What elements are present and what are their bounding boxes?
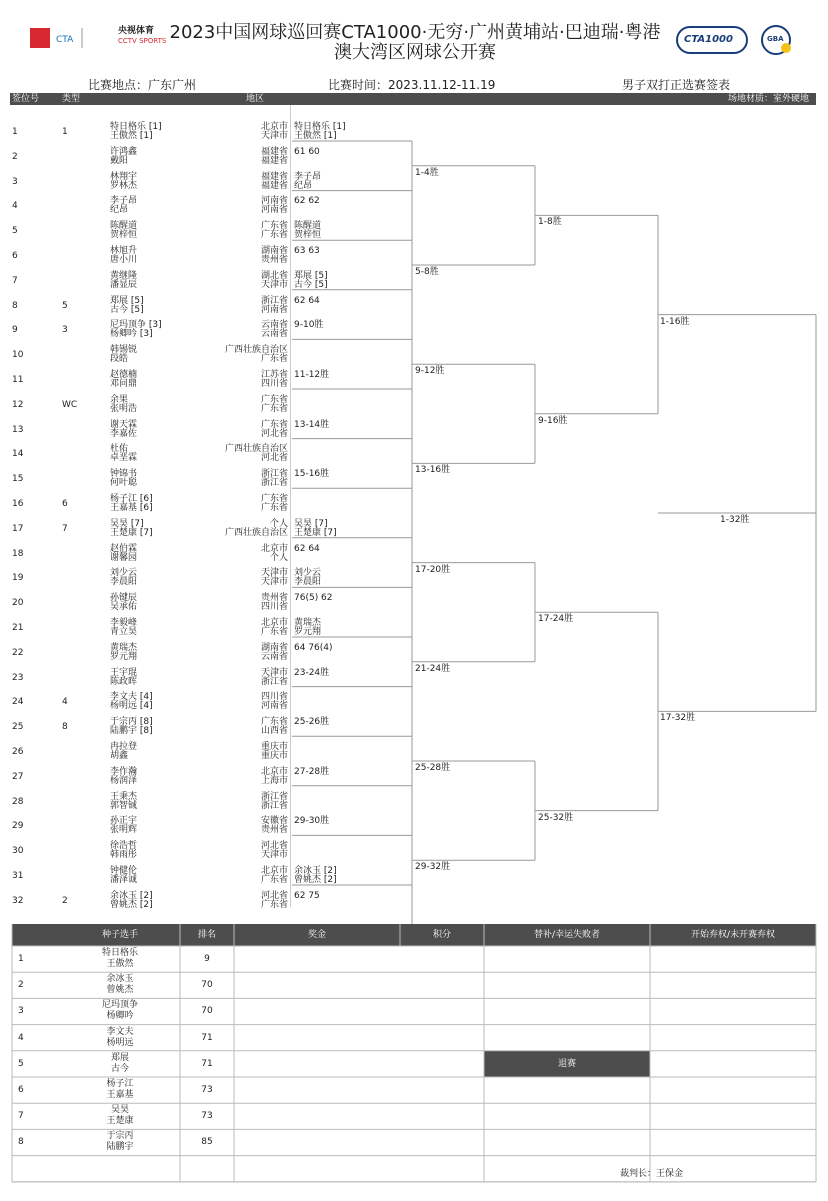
round4-label: 17-32胜 — [660, 713, 696, 724]
player-name: 王楚康 [7] — [110, 527, 153, 538]
cta-logo-icon: CTA — [56, 35, 74, 45]
player-name: 邓问鼎 — [110, 379, 138, 389]
logo-subtext: CCTV SPORTS — [118, 37, 167, 45]
player-region: 广东省 — [260, 354, 288, 365]
player-region: 江苏省 — [260, 370, 288, 380]
entry-type: 8 — [62, 722, 68, 733]
seed-player2: 杨卿吟 — [106, 1011, 134, 1022]
player-region: 天津市 — [260, 667, 288, 678]
round1-winner: 曾姚杰 [2] — [294, 875, 337, 885]
seed-rank: 85 — [201, 1137, 213, 1148]
player-name: 李嘉佐 — [110, 428, 138, 439]
round2-label: 21-24胜 — [415, 663, 451, 674]
draw-position: 21 — [12, 623, 24, 633]
points-header: 积分 — [432, 930, 451, 940]
round2-label: 25-28胜 — [415, 763, 451, 773]
player-name: 杨卿吟 [3] — [110, 329, 153, 340]
round1-winner: 29-30胜 — [294, 816, 330, 827]
entry-type: 1 — [62, 127, 68, 137]
round2-label: 9-12胜 — [415, 366, 445, 377]
player-region: 浙江省 — [260, 676, 288, 687]
player-name: 戴阳 — [110, 155, 129, 166]
seed-player2: 王傲然 — [106, 959, 134, 969]
round1-winner: 李子昂 — [294, 171, 322, 182]
seed-player1: 特日格乐 — [101, 948, 138, 958]
draw-position: 3 — [12, 176, 18, 187]
round3-label: 9-16胜 — [538, 415, 568, 426]
player-region: 河南省 — [260, 701, 288, 712]
player-region: 天津市 — [260, 577, 288, 588]
draw-position: 15 — [12, 474, 24, 485]
referee-text: 裁判长：王保金 — [620, 1169, 684, 1179]
player-region: 北京市 — [260, 543, 288, 554]
player-region: 湖南省 — [260, 246, 288, 256]
player-name: 罗元翔 — [110, 651, 138, 662]
seed-players-header: 种子选手 — [101, 930, 138, 940]
prize-header: 奖金 — [307, 930, 326, 940]
seed-number: 1 — [18, 954, 24, 964]
player-name: 谢天霖 — [110, 419, 138, 430]
withdrawal-header: 开始弃权/未开赛弃权 — [690, 930, 776, 940]
draw-position: 26 — [12, 747, 24, 757]
round4-label: 1-16胜 — [660, 316, 690, 327]
player-region: 广东省 — [260, 899, 288, 910]
final-label: 1-32胜 — [720, 515, 750, 525]
seed-rank: 73 — [201, 1111, 213, 1122]
player-region: 贵州省 — [260, 825, 288, 836]
round1-score: 62 64 — [294, 295, 320, 306]
region-header: 地区 — [246, 94, 265, 104]
player-region: 北京市 — [260, 618, 288, 628]
round2-label: 17-20胜 — [415, 564, 451, 575]
seed-number: 3 — [18, 1006, 24, 1017]
player-region: 河南省 — [260, 304, 288, 315]
draw-position: 30 — [12, 846, 24, 857]
round1-score: 62 62 — [294, 196, 320, 207]
player-name: 吴承佑 — [110, 602, 138, 613]
player-name: 唐小川 — [110, 255, 138, 265]
draw-position: 19 — [12, 573, 24, 584]
badge-text: CTA1000 — [684, 34, 733, 45]
player-name: 李毅峰 — [110, 618, 138, 628]
player-name: 孙正宇 — [110, 816, 138, 827]
seed-rank: 70 — [201, 980, 213, 991]
draw-position: 6 — [12, 251, 18, 261]
player-region: 广东省 — [260, 221, 288, 232]
player-name: 纪昂 — [110, 205, 129, 216]
draw-position: 32 — [12, 895, 24, 906]
player-region: 北京市 — [260, 122, 288, 132]
badge-subtext: GBA — [767, 35, 784, 43]
round2-label: 1-4胜 — [415, 167, 439, 178]
player-region: 北京市 — [260, 766, 288, 777]
round1-winner: 13-14胜 — [294, 419, 330, 430]
round1-winner: 吴昊 [7] — [294, 518, 328, 529]
player-region: 广东省 — [260, 494, 288, 504]
player-name: 王嘉基 [6] — [110, 503, 153, 513]
player-region: 四川省 — [260, 602, 288, 613]
player-region: 广东省 — [260, 875, 288, 885]
round1-winner: 郑展 [5] — [294, 270, 328, 281]
player-region: 广东省 — [260, 627, 288, 637]
entry-type: WC — [62, 399, 78, 410]
round1-winner: 陈醒道 — [294, 221, 322, 232]
seed-player1: 郑展 — [110, 1052, 129, 1063]
draw-position: 24 — [12, 697, 24, 708]
player-name: 刘少云 — [110, 568, 138, 579]
player-region: 重庆市 — [260, 751, 288, 761]
player-name: 王傲然 [1] — [110, 131, 153, 141]
draw-position: 9 — [12, 325, 18, 336]
entry-type: 2 — [62, 895, 68, 906]
player-region: 河北省 — [260, 890, 288, 901]
draw-position: 31 — [12, 871, 24, 881]
player-region: 云南省 — [260, 651, 288, 662]
player-region: 河北省 — [260, 841, 288, 852]
round3-label: 1-8胜 — [538, 217, 562, 228]
player-name: 郭智铖 — [110, 800, 138, 811]
round2-label: 13-16胜 — [415, 465, 451, 476]
player-region: 广东省 — [260, 403, 288, 414]
seed-number: 7 — [18, 1111, 24, 1122]
player-region: 浙江省 — [260, 800, 288, 811]
date-text: 比赛时间：2023.11.12-11.19 — [328, 78, 496, 92]
player-region: 广东省 — [260, 230, 288, 241]
player-name: 卓垩霖 — [110, 453, 138, 464]
player-name: 余冰玉 [2] — [110, 890, 153, 901]
player-region: 四川省 — [260, 379, 288, 389]
draw-position: 29 — [12, 821, 24, 832]
player-name: 赵德楠 — [110, 370, 138, 380]
draw-position: 11 — [12, 375, 24, 385]
player-name: 潘显辰 — [110, 279, 138, 290]
round1-score: 76(5) 62 — [294, 593, 333, 604]
draw-position: 5 — [12, 226, 18, 237]
player-region: 浙江省 — [260, 791, 288, 802]
player-name: 许鸿鑫 — [110, 146, 138, 157]
player-name: 韩雨彤 — [110, 850, 138, 861]
player-name: 李作瀚 — [110, 766, 138, 777]
player-region: 福建省 — [260, 146, 288, 157]
draw-position: 10 — [12, 350, 24, 361]
player-name: 青立昊 — [110, 627, 138, 637]
draw-position: 1 — [12, 127, 18, 137]
player-name: 尼玛顶争 [3] — [110, 320, 162, 331]
player-region: 山西省 — [260, 726, 288, 737]
player-name: 古今 [5] — [110, 304, 144, 315]
round1-winner: 李晨阳 — [294, 577, 322, 588]
player-region: 天津市 — [260, 850, 288, 861]
alternate-header: 替补/幸运失败者 — [533, 930, 601, 940]
player-name: 冉拉登 — [110, 742, 138, 752]
round1-score: 64 76(4) — [294, 642, 333, 653]
entry-type: 7 — [62, 523, 68, 534]
round3-label: 25-32胜 — [538, 812, 574, 823]
draw-position: 20 — [12, 598, 24, 609]
player-region: 浙江省 — [260, 478, 288, 489]
player-name: 黄继隆 — [110, 270, 138, 281]
seed-player1: 于宗丙 — [106, 1131, 134, 1142]
player-name: 杜佑 — [110, 444, 129, 455]
player-region: 广东省 — [260, 717, 288, 728]
round1-winner: 9-10胜 — [294, 320, 324, 331]
player-region: 福建省 — [260, 155, 288, 166]
player-name: 贺梓恒 — [110, 230, 138, 241]
entry-type: 6 — [62, 499, 68, 509]
player-region: 安徽省 — [260, 816, 288, 827]
player-name: 杨子江 [6] — [110, 494, 153, 504]
seed-player2: 曾姚杰 — [106, 985, 134, 996]
player-region: 河北省 — [260, 428, 288, 439]
draw-position: 28 — [12, 796, 24, 807]
player-region: 云南省 — [260, 320, 288, 331]
draw-position: 14 — [12, 449, 24, 460]
seed-player2: 王嘉基 — [106, 1090, 134, 1100]
round3-label: 17-24胜 — [538, 614, 574, 625]
seed-rank: 73 — [201, 1085, 213, 1095]
draw-position: 22 — [12, 647, 24, 658]
player-region: 天津市 — [260, 568, 288, 579]
player-region: 个人 — [269, 552, 288, 563]
player-name: 李子昂 — [110, 196, 138, 207]
draw-position: 4 — [12, 201, 18, 212]
seed-number: 6 — [18, 1085, 24, 1095]
player-name: 何叶聪 — [110, 478, 138, 489]
player-name: 段皓 — [110, 354, 129, 365]
draw-position: 17 — [12, 523, 24, 534]
player-name: 余果 — [110, 394, 129, 405]
player-region: 贵州省 — [260, 255, 288, 265]
player-region: 天津市 — [260, 131, 288, 141]
player-region: 广东省 — [260, 419, 288, 430]
player-region: 湖南省 — [260, 642, 288, 653]
player-name: 罗林杰 — [110, 180, 138, 191]
seed-player2: 古今 — [110, 1063, 129, 1074]
player-name: 钟锦书 — [110, 469, 138, 480]
player-region: 四川省 — [260, 692, 288, 703]
player-name: 林翔宇 — [110, 171, 138, 182]
player-name: 曾姚杰 [2] — [110, 899, 153, 910]
seed-number: 8 — [18, 1137, 24, 1148]
page-title-line2: 澳大湾区网球公开赛 — [334, 42, 496, 63]
logo-text: 央视体育 — [118, 26, 155, 36]
player-name: 潘泽诚 — [110, 875, 138, 885]
seed-rank: 70 — [201, 1006, 213, 1017]
player-name: 杨润泽 — [110, 775, 138, 786]
player-name: 赵伯霖 — [110, 543, 138, 554]
round1-winner: 贺梓恒 — [294, 230, 322, 241]
player-region: 天津市 — [260, 279, 288, 290]
round1-winner: 刘少云 — [294, 568, 322, 579]
page-title: 2023中国网球巡回赛CTA1000·无穷·广州黄埔站·巴迪瑞·粤港 — [169, 22, 661, 43]
seed-rank: 71 — [201, 1032, 213, 1043]
player-name: 黄瑞杰 — [110, 642, 138, 653]
player-name: 张明浩 — [110, 403, 138, 414]
draw-position: 16 — [12, 499, 24, 509]
player-region: 北京市 — [260, 866, 288, 876]
seed-player1: 余冰玉 — [106, 974, 134, 985]
seed-player2: 王楚康 — [106, 1116, 134, 1127]
venue-text: 比赛地点：广东广州 — [88, 78, 197, 92]
player-name: 谢馨园 — [110, 552, 138, 563]
round1-winner: 余冰玉 [2] — [294, 866, 337, 876]
seed-no-header: 签位号 — [12, 94, 40, 104]
player-name: 杨明远 [4] — [110, 701, 153, 712]
draw-position: 23 — [12, 672, 24, 683]
player-name: 郑展 [5] — [110, 295, 144, 306]
draw-position: 2 — [12, 151, 18, 162]
seed-number: 2 — [18, 980, 24, 991]
player-name: 陈醒道 — [110, 221, 138, 232]
player-region: 河南省 — [260, 205, 288, 216]
draw-position: 8 — [12, 300, 18, 311]
seed-rank: 71 — [201, 1058, 213, 1069]
player-name: 于宗丙 [8] — [110, 717, 153, 728]
player-region: 福建省 — [260, 171, 288, 182]
surface-header: 场地材质：室外硬地 — [728, 94, 810, 104]
entry-type: 3 — [62, 325, 68, 336]
seed-player2: 陆鹏宇 — [106, 1142, 134, 1153]
player-region: 广东省 — [260, 394, 288, 405]
player-name: 吴昊 [7] — [110, 518, 144, 529]
rank-header: 排名 — [197, 930, 216, 940]
seed-number: 5 — [18, 1058, 24, 1069]
player-name: 王宇琨 — [110, 667, 138, 678]
player-region: 广西壮族自治区 — [224, 444, 288, 455]
seed-player2: 杨明远 — [106, 1037, 134, 1048]
seed-player1: 李文夫 — [106, 1026, 134, 1037]
draw-position: 7 — [12, 275, 18, 286]
player-region: 福建省 — [260, 180, 288, 191]
player-region: 湖北省 — [260, 270, 288, 281]
round1-winner: 25-26胜 — [294, 717, 330, 728]
player-region: 河南省 — [260, 196, 288, 207]
round1-score: 63 63 — [294, 246, 320, 256]
round1-winner: 罗元翔 — [294, 627, 322, 637]
player-region: 河北省 — [260, 453, 288, 464]
player-region: 广东省 — [260, 503, 288, 513]
round1-winner: 27-28胜 — [294, 766, 330, 777]
player-name: 韩锡锐 — [110, 345, 138, 356]
round1-winner: 纪昂 — [294, 180, 313, 191]
player-name: 陈政晖 — [110, 676, 138, 687]
round1-winner: 11-12胜 — [294, 370, 330, 380]
round2-label: 5-8胜 — [415, 267, 439, 277]
round1-winner: 特日格乐 [1] — [294, 122, 346, 132]
draw-position: 27 — [12, 771, 24, 782]
seed-player1: 杨子江 — [106, 1079, 134, 1089]
round1-winner: 15-16胜 — [294, 469, 330, 480]
event-text: 男子双打正选赛签表 — [622, 78, 731, 92]
round1-score: 61 60 — [294, 146, 320, 157]
player-region: 广西壮族自治区 — [224, 527, 288, 538]
player-name: 陆鹏宇 [8] — [110, 726, 153, 737]
seed-player1: 尼玛顶争 — [101, 1000, 138, 1011]
seed-rank: 9 — [204, 954, 210, 964]
draw-position: 12 — [12, 399, 24, 410]
draw-position: 13 — [12, 424, 24, 435]
player-region: 浙江省 — [260, 295, 288, 306]
player-name: 李文夫 [4] — [110, 692, 153, 703]
player-region: 贵州省 — [260, 593, 288, 604]
withdraw-badge: 退赛 — [484, 1051, 650, 1077]
player-name: 孙键辰 — [110, 593, 138, 604]
draw-position: 18 — [12, 548, 24, 559]
round1-winner: 王傲然 [1] — [294, 131, 337, 141]
round1-score: 62 75 — [294, 890, 320, 901]
player-name: 林旭升 — [110, 246, 138, 256]
round1-winner: 黄瑞杰 — [294, 618, 322, 628]
player-name: 特日格乐 [1] — [110, 122, 162, 132]
entry-type: 5 — [62, 300, 68, 311]
round1-winner: 王楚康 [7] — [294, 527, 337, 538]
draw-position: 25 — [12, 722, 24, 733]
entry-type: 4 — [62, 697, 68, 708]
type-header: 类型 — [62, 94, 81, 104]
player-region: 个人 — [269, 518, 288, 529]
player-name: 王秉杰 — [110, 791, 138, 802]
seed-player1: 吴昊 — [110, 1105, 129, 1116]
player-region: 广西壮族自治区 — [224, 345, 288, 356]
round2-label: 29-32胜 — [415, 862, 451, 873]
player-name: 胡鑫 — [110, 751, 129, 761]
round1-score: 62 64 — [294, 543, 320, 554]
player-region: 重庆市 — [260, 742, 288, 752]
player-name: 李晨阳 — [110, 577, 138, 588]
round1-winner: 23-24胜 — [294, 667, 330, 678]
player-name: 钟健伦 — [110, 866, 138, 876]
player-region: 上海市 — [260, 775, 288, 786]
round1-winner: 古今 [5] — [294, 279, 328, 290]
player-region: 浙江省 — [260, 469, 288, 480]
player-name: 张明辉 — [110, 825, 138, 836]
player-region: 云南省 — [260, 329, 288, 340]
seed-number: 4 — [18, 1032, 24, 1043]
player-name: 徐浩哲 — [110, 841, 138, 852]
